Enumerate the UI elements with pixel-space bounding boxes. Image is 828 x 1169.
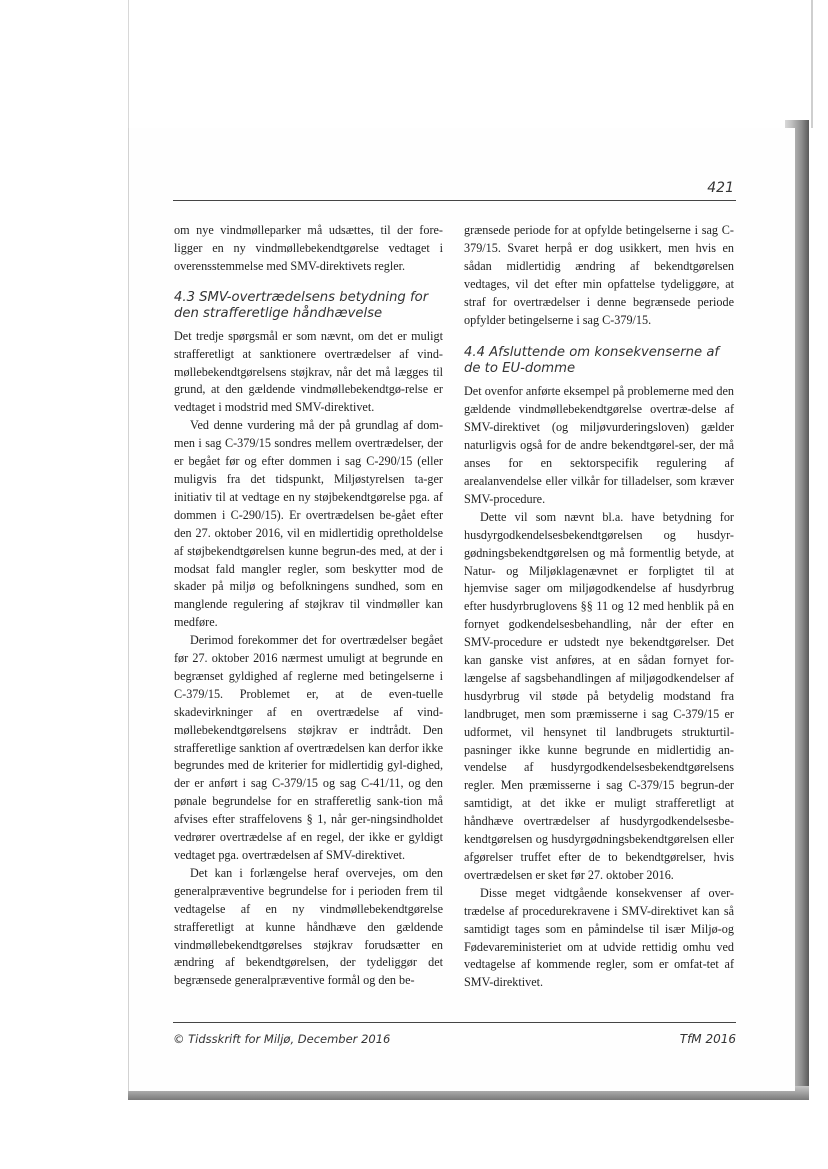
footer-copyright: © Tidsskrift for Miljø, December 2016 [173, 1032, 391, 1046]
right-intro-paragraph: grænsede periode for at opfylde betingelserne i sag C-379/15. Svaret herpå er dog usikkert, men hvis en sådan midlertidig ændring af bekendtgørelsen vedtages, vil det efter min opfattelse tydeliggøre, at straf for overtrædelser i denne begrænsede periode opfylder betingelserne i sag C-379/15. [464, 223, 734, 327]
body-paragraph: Det tredje spørgsmål er som nævnt, om det er muligt strafferetligt at sanktionere overtrædelser af vind-møllebekendtgørelsens støjkrav, når det må lægges til grund, at den gældende vindmøllebekendtgø-relse er vedtaget i modstrid med SMV-direktivet. [174, 328, 443, 415]
left-intro-paragraph: om nye vindmølleparker må udsættes, til der fore-ligger en ny vindmøllebekendtgørelse vedtaget i overensstemmelse med SMV-direktivets regler. [174, 223, 443, 273]
header-rule [173, 200, 736, 201]
body-paragraph: Dette vil som nævnt bl.a. have betydning for husdyrgodkendelsesbekendtgørelsen og husdyr-gødningsbekendtgørelsen og må formentlig betyde, at Natur- og Miljøklagenævnet er forpligtet til at hjemvise sager om miljøgodkendelse af husdyrbrug efter husdyrbruglovens §§ 11 og 12 med henblik på en fornyet godkendelsesbehandling, når der efter en SMV-procedure er udstedt nye bekendtgørelser. Det kan ganske vist anføres, at en sådan fornyet for-længelse af sagsbehandlingen af miljøgodkendelser af husdyrbrug vil støde på betydelig modstand fra landbruget, men som præmisserne i sag C-379/15 er udformet, vil hensynet til landbrugets strukturtil-pasninger ikke kunne begrunde en midlertidig an-vendelse af husdyrgodkendelsesbekendtgørelsens regler. Men præmisserne i sag C-379/15 begrun-der samtidigt, at det ikke er muligt strafferetligt at håndhæve overtrædelser af husdyrgodkendelsesbe-kendtgørelsen og husdyrgødningsbekendtgørelsen eller afgørelser truffet efter de to bekendtgørelser, hvis overtrædelsen er sket før 27. oktober 2016. [464, 509, 734, 882]
section-heading-4-3: 4.3 SMV-overtrædelsens betydning for den strafferetlige håndhævelse [174, 289, 429, 321]
footer-journal: TfM 2016 [679, 1032, 736, 1046]
page-number: 421 [707, 180, 734, 196]
section-heading-4-4: 4.4 Afsluttende om konsekvenserne af de to EU-domme [464, 345, 720, 377]
body-paragraph: Ved denne vurdering må der på grundlag af dom-men i sag C-379/15 sondres mellem overtrædelser, der er begået før og efter dommen i sag C-290/15 (eller muligvis fra det tidspunkt, Miljøstyrelsen ta-ger initiativ til at vedtage en ny støjbekendtgørelse pga. af dommen i C-290/15). Er overtrædelsen be-gået efter den 27. oktober 2016, vil en midlertidig opretholdelse af støjbekendtgørelsen kunne begrun-des med, at der i modsat fald mangler regler, som beskytter mod de skader på miljø og befolkningens sundhed, som en manglende regulering af støjkrav til vindmøller kan medføre. [174, 418, 443, 630]
body-paragraph: Derimod forekommer det for overtrædelser begået før 27. oktober 2016 nærmest umuligt at begrunde en begrænset gyldighed af reglerne med betingelserne i C-379/15. Problemet er, at de even-tuelle skadevirkninger af en overtrædelse af vind-møllebekendtgørelsens støjkrav er indtrådt. Den strafferetlige sanktion af overtrædelsen kan derfor ikke begrundes med de kriterier for midlertidig gyl-dighed, der er anført i sag C-379/15 og sag C-41/11, og den pønale begrundelse for en strafferetlig sank-tion må afvises efter straffelovens § 1, når ger-ningsindholdet vedrører overtrædelse af en regel, der ikke er gyldigt vedtaget pga. overtrædelsen af SMV-direktivet. [174, 633, 443, 862]
right-column [464, 222, 734, 992]
scan-background [128, 0, 813, 128]
footer-rule [173, 1022, 736, 1023]
body-paragraph: Det ovenfor anførte eksempel på problemerne med den gældende vindmøllebekendtgørelse overtræ-delse af SMV-direktivet (og miljøvurderingsloven) gælder naturligvis også for de andre bekendtgørel-ser, der må anses for en sektorspecifik regulering af arealanvendelse eller vilkår for tilladelser, som kræver SMV-procedure. [464, 384, 734, 506]
body-paragraph: Det kan i forlængelse heraf overvejes, om den generalpræventive begrundelse for i perioden frem til vedtagelse af en ny vindmøllebekendtgørelse strafferetligt at kunne håndhæve den gældende vindmøllebekendtgørelses støjkrav forudsætter en ændring af bekendtgørelsen, der tydeliggør det begrænsede generalpræventive formål og den be- [174, 865, 443, 988]
left-column [174, 222, 443, 990]
body-paragraph: Disse meget vidtgående konsekvenser af over-trædelse af procedurekravene i SMV-direktivet kan så samtidigt tages som en påmindelse til især Miljø-og Fødevareministeriet om at udvide rettidig omhu ved vedtagelse af kommende regler, som er omfat-tet af SMV-direktivet. [464, 885, 734, 990]
